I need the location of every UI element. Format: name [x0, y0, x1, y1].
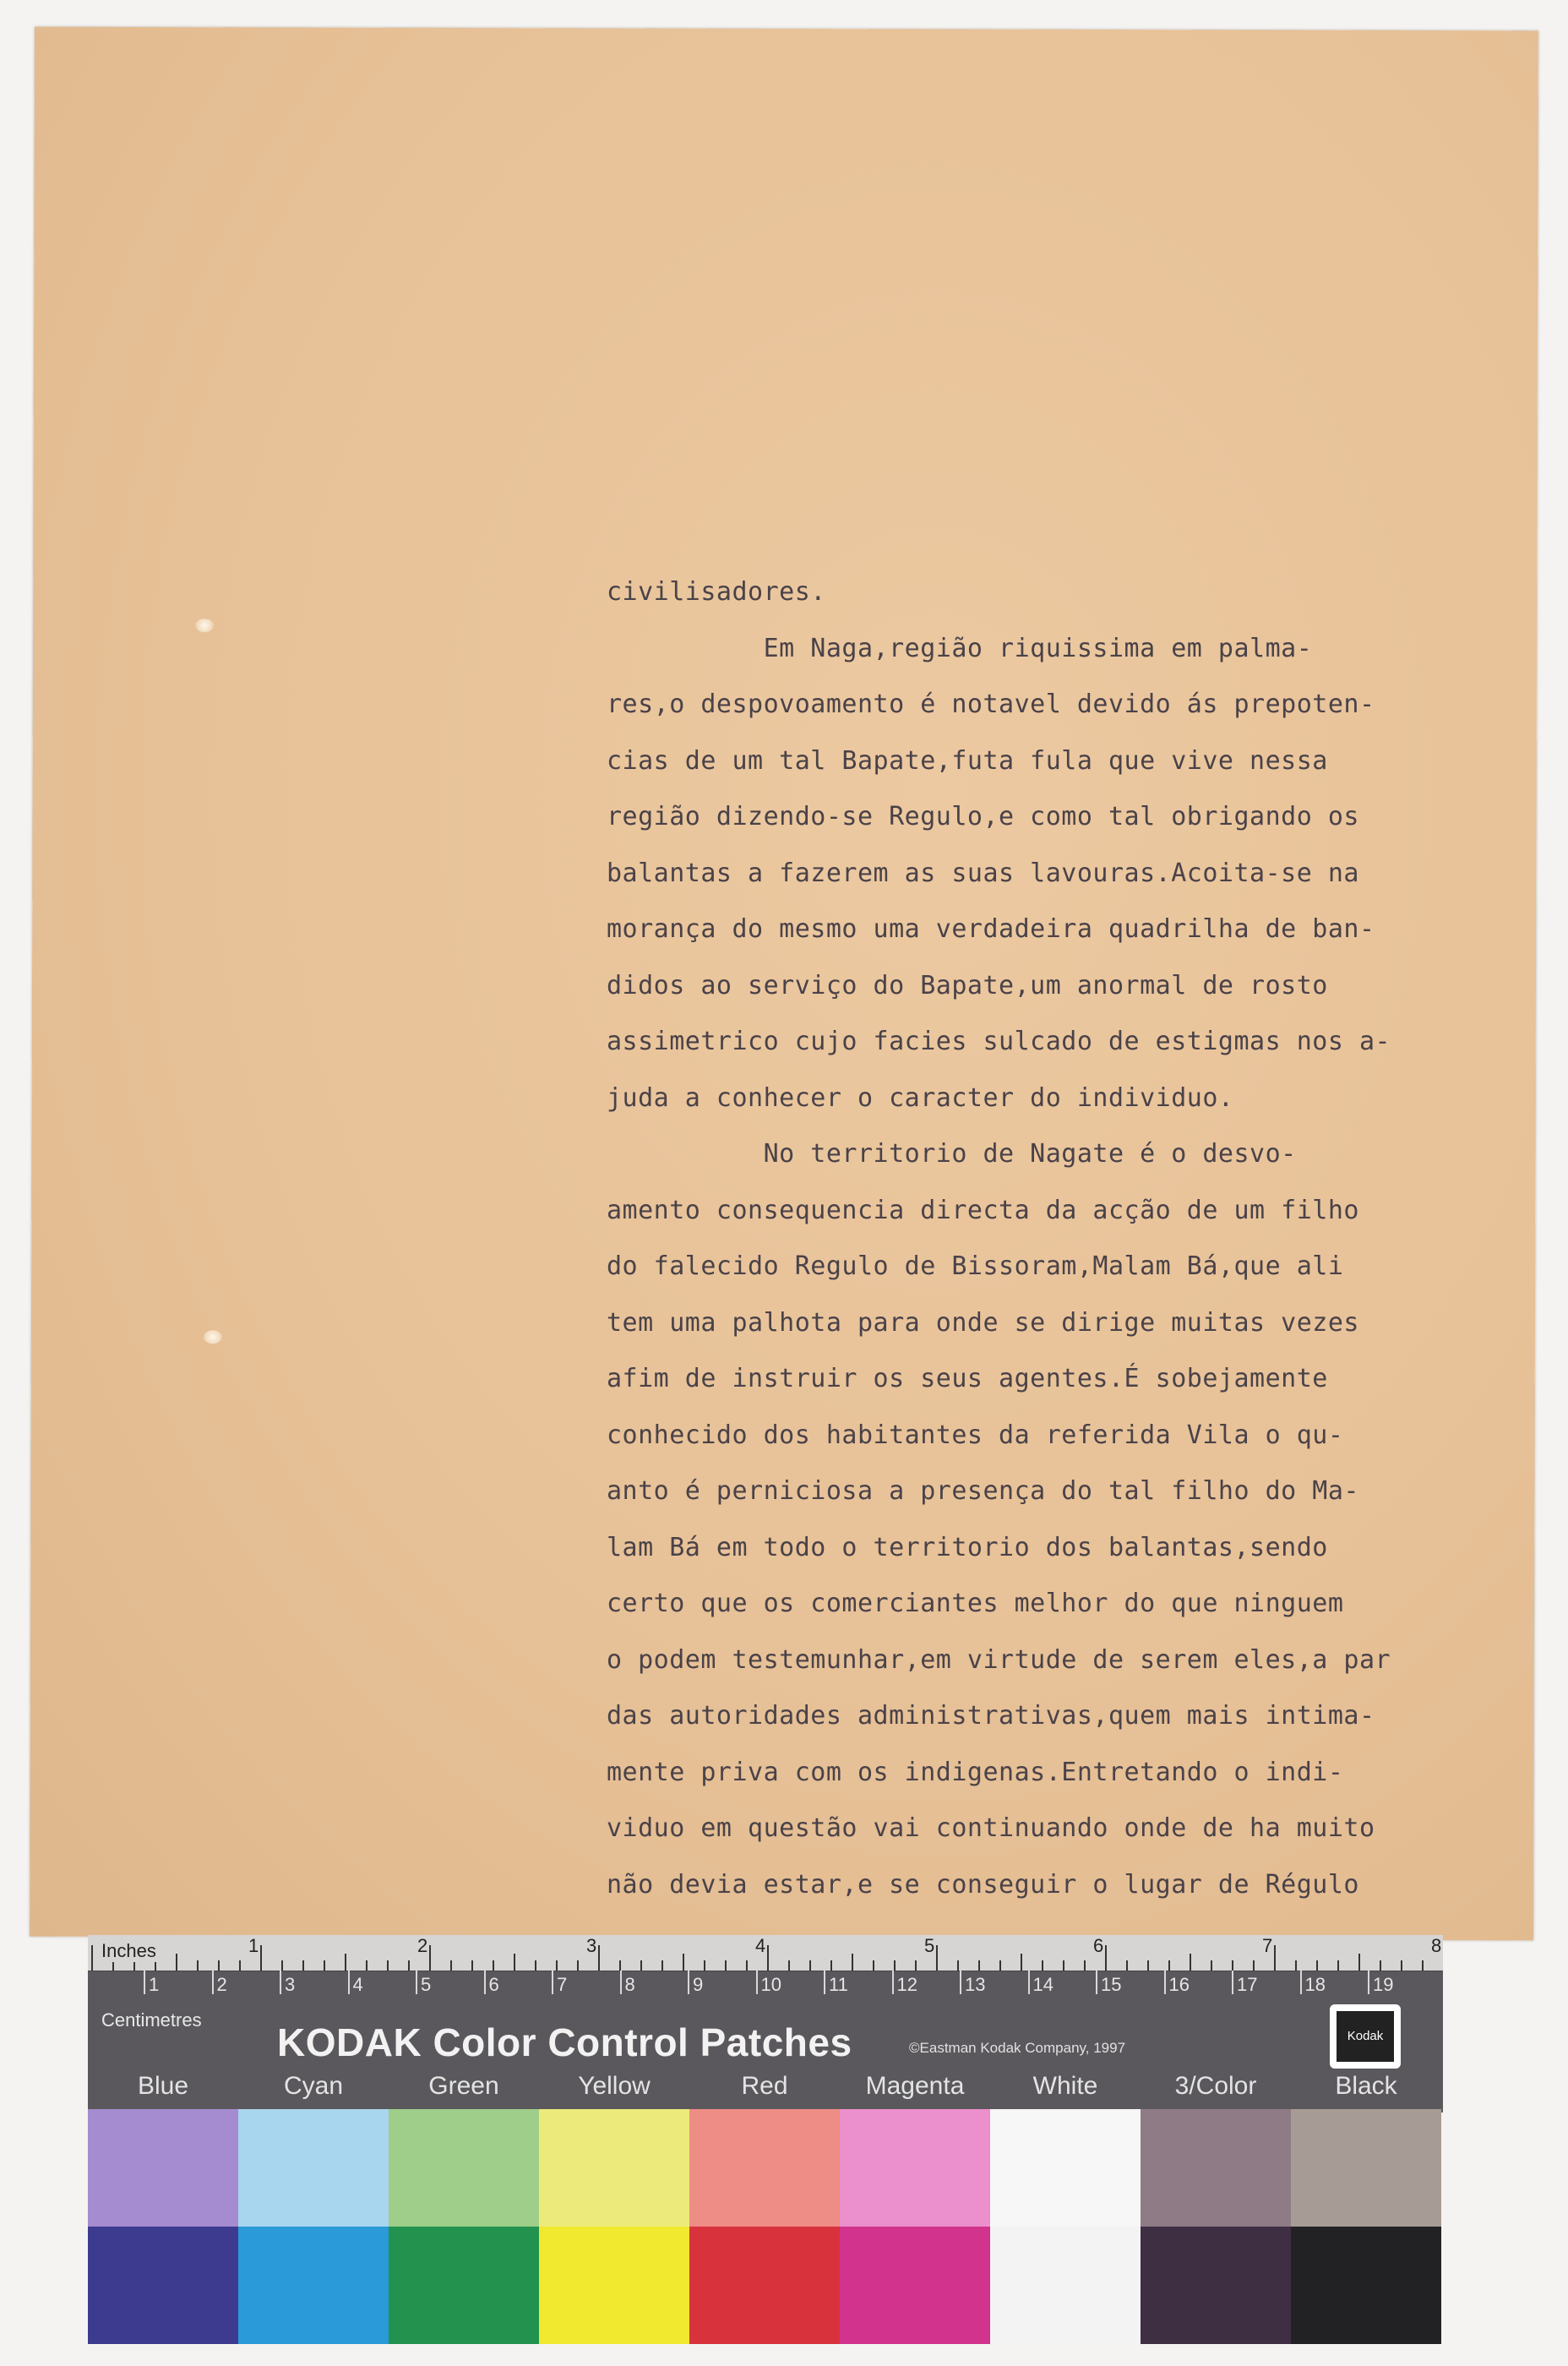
- text-line: civilisadores.: [607, 577, 826, 607]
- text-line: certo que os comerciantes melhor do que ninguem: [607, 1589, 1344, 1618]
- patch-label: 3/Color: [1174, 2072, 1257, 2100]
- inch-number: 2: [417, 1935, 428, 1956]
- cm-tick: [348, 1971, 350, 1994]
- ruler-tick: [830, 1960, 832, 1971]
- typewritten-text: [607, 564, 1485, 1913]
- ruler-tick: [1190, 1954, 1191, 1971]
- kodak-copyright: ©Eastman Kodak Company, 1997: [909, 2040, 1126, 2056]
- cm-number: 4: [352, 1974, 363, 1995]
- text-line: res,o despovoamento é notavel devido ás prepoten-: [607, 690, 1375, 719]
- color-patch: [689, 2109, 840, 2227]
- patch-labels: [88, 2072, 1443, 2106]
- ruler-tick: [577, 1960, 579, 1971]
- text-line: do falecido Regulo de Bissoram,Malam Bá,que ali: [607, 1251, 1344, 1281]
- ruler-tick: [788, 1960, 790, 1971]
- ruler-tick: [281, 1960, 283, 1971]
- ruler-tick: [957, 1960, 959, 1971]
- inch-number: 3: [586, 1935, 597, 1956]
- kodak-title: KODAK Color Control Patches: [277, 2020, 852, 2064]
- color-patch: [990, 2109, 1141, 2227]
- patch-label: Green: [428, 2072, 499, 2100]
- cm-tick: [620, 1971, 622, 1994]
- text-line: região dizendo-se Regulo,e como tal obrigando os: [607, 802, 1359, 831]
- ruler-tick: [704, 1960, 705, 1971]
- ruler-tick: [1126, 1960, 1128, 1971]
- text-line: Em Naga,região riquissima em palma-: [607, 633, 1313, 663]
- text-line: morança do mesmo uma verdadeira quadrilha de ban-: [607, 914, 1375, 944]
- ruler-tick: [1316, 1960, 1318, 1971]
- centimetres-label: Centimetres: [101, 2009, 202, 2031]
- color-patch: [1141, 2227, 1291, 2344]
- patch-label: Yellow: [578, 2072, 651, 2100]
- color-patch: [1291, 2227, 1441, 2344]
- inch-number: 8: [1431, 1935, 1442, 1956]
- cm-tick: [212, 1971, 214, 1994]
- ruler-tick: [1084, 1960, 1086, 1971]
- cm-number: 12: [896, 1974, 917, 1995]
- kodak-logo: [1330, 2004, 1401, 2069]
- ruler-tick: [1295, 1960, 1297, 1971]
- color-patch: [539, 2227, 689, 2344]
- cm-tick: [416, 1971, 417, 1994]
- centimetre-ruler: [88, 1971, 1443, 1999]
- patch-label: Red: [741, 2072, 788, 2100]
- ruler-tick: [915, 1960, 917, 1971]
- cm-number: 2: [216, 1974, 227, 1995]
- ruler-tick: [493, 1960, 494, 1971]
- ruler-tick: [1063, 1960, 1064, 1971]
- ruler-tick: [598, 1945, 600, 1971]
- ruler-tick: [1380, 1960, 1381, 1971]
- text-line: não devia estar,e se conseguir o lugar de Régulo: [607, 1869, 1359, 1900]
- inch-number: 1: [248, 1935, 259, 1956]
- inch-number: 7: [1262, 1935, 1273, 1956]
- ruler-tick: [683, 1954, 684, 1971]
- cm-number: 10: [760, 1974, 781, 1995]
- kodak-logo-text: Kodak: [1337, 2011, 1394, 2062]
- ruler-tick: [1105, 1945, 1107, 1971]
- color-patch: [238, 2227, 389, 2344]
- text-line: mente priva com os indigenas.Entretando o indi-: [607, 1757, 1344, 1787]
- color-patch: [88, 2109, 238, 2227]
- cm-tick: [280, 1971, 281, 1994]
- ruler-tick: [471, 1960, 473, 1971]
- ruler-tick: [366, 1960, 368, 1971]
- cm-number: 17: [1237, 1974, 1258, 1995]
- cm-tick: [1300, 1971, 1302, 1994]
- color-patch: [389, 2109, 539, 2227]
- color-patch: [238, 2109, 389, 2227]
- color-patch: [1141, 2109, 1291, 2227]
- cm-number: 8: [624, 1974, 635, 1995]
- ruler-tick: [387, 1960, 389, 1971]
- ruler-tick: [809, 1960, 811, 1971]
- ruler-tick: [852, 1954, 853, 1971]
- cm-tick: [1368, 1971, 1369, 1994]
- cm-number: 15: [1101, 1974, 1122, 1995]
- ruler-tick: [1042, 1960, 1043, 1971]
- inches-label: Inches: [101, 1940, 156, 1961]
- text-line: das autoridades administrativas,quem mais intima-: [607, 1701, 1375, 1731]
- cm-number: 9: [693, 1974, 704, 1995]
- text-line: anto é perniciosa a presença do tal filho do Ma-: [607, 1476, 1359, 1506]
- text-line: juda a conhecer o caracter do individuo.: [607, 1082, 1234, 1113]
- ruler-tick: [1253, 1960, 1255, 1971]
- cm-number: 1: [149, 1974, 160, 1995]
- color-patch: [88, 2227, 238, 2344]
- patch-label: Magenta: [865, 2072, 965, 2100]
- color-patch: [539, 2109, 689, 2227]
- cm-tick: [688, 1971, 689, 1994]
- text-line: o podem testemunhar,em virtude de serem eles,a par: [607, 1644, 1391, 1675]
- ruler-tick: [640, 1960, 642, 1971]
- ruler-tick: [725, 1960, 727, 1971]
- ruler-tick: [662, 1960, 663, 1971]
- text-line: assimetrico cujo facies sulcado de estigmas nos a-: [607, 1027, 1391, 1056]
- text-line: afim de instruir os seus agentes.É sobejamente: [607, 1364, 1328, 1393]
- ruler-tick: [535, 1960, 536, 1971]
- ruler-tick: [1422, 1960, 1424, 1971]
- text-line: conhecido dos habitantes da referida Vila o qu-: [607, 1420, 1344, 1450]
- ruler-tick: [978, 1960, 980, 1971]
- ruler-tick: [345, 1954, 346, 1971]
- cm-tick: [824, 1971, 825, 1994]
- color-patch: [840, 2109, 990, 2227]
- color-patch: [990, 2227, 1141, 2344]
- ruler-tick: [1337, 1960, 1339, 1971]
- cm-number: 14: [1032, 1974, 1054, 1995]
- cm-number: 5: [421, 1974, 432, 1995]
- cm-tick: [1096, 1971, 1097, 1994]
- inch-number: 4: [755, 1935, 766, 1956]
- patch-label: White: [1032, 2072, 1098, 2100]
- patch-label: Black: [1335, 2072, 1397, 2100]
- cm-tick: [1028, 1971, 1030, 1994]
- ruler-tick: [556, 1960, 558, 1971]
- ruler-tick: [429, 1945, 431, 1971]
- text-line: viduo em questão vai continuando onde de ha muito: [607, 1813, 1375, 1843]
- ruler-tick: [1211, 1960, 1212, 1971]
- ruler-band: [88, 1935, 1443, 2112]
- color-patch: [840, 2227, 990, 2344]
- color-patches: [88, 2109, 1443, 2344]
- cm-tick: [960, 1971, 961, 1994]
- ruler-tick: [767, 1945, 769, 1971]
- ruler-tick: [894, 1960, 896, 1971]
- inch-number: 5: [924, 1935, 935, 1956]
- ruler-tick: [999, 1960, 1001, 1971]
- cm-number: 13: [965, 1974, 986, 1995]
- color-patch: [689, 2227, 840, 2344]
- ruler-tick: [514, 1954, 515, 1971]
- cm-tick: [756, 1971, 758, 1994]
- cm-number: 7: [557, 1974, 568, 1995]
- ruler-tick: [176, 1954, 177, 1971]
- ruler-tick: [936, 1945, 938, 1971]
- ruler-tick: [408, 1960, 410, 1971]
- text-line: lam Bá em todo o territorio dos balantas,sendo: [607, 1532, 1328, 1562]
- ruler-tick: [302, 1960, 304, 1971]
- cm-tick: [1164, 1971, 1166, 1994]
- text-line: No territorio de Nagate é o desvo-: [607, 1139, 1297, 1169]
- patch-label: Blue: [137, 2072, 189, 2100]
- ruler-tick: [619, 1960, 621, 1971]
- cm-number: 11: [829, 1974, 848, 1995]
- ruler-tick: [324, 1960, 325, 1971]
- cm-number: 18: [1304, 1974, 1326, 1995]
- cm-number: 16: [1168, 1974, 1190, 1995]
- punch-hole-bottom: [204, 1330, 222, 1344]
- cm-number: 6: [488, 1974, 499, 1995]
- color-patch: [389, 2227, 539, 2344]
- cm-tick: [484, 1971, 486, 1994]
- ruler-tick: [1168, 1960, 1170, 1971]
- ruler-tick: [197, 1960, 199, 1971]
- text-line: tem uma palhota para onde se dirige muitas vezes: [607, 1307, 1359, 1338]
- ruler-tick: [218, 1960, 220, 1971]
- color-patch: [1291, 2109, 1441, 2227]
- text-line: didos ao serviço do Bapate,um anormal de rosto: [607, 970, 1328, 1000]
- punch-hole-top: [195, 619, 214, 632]
- cm-tick: [552, 1971, 553, 1994]
- ruler-tick: [239, 1960, 241, 1971]
- inch-number: 6: [1093, 1935, 1104, 1956]
- kodak-color-target: [88, 1935, 1443, 2344]
- cm-tick: [892, 1971, 894, 1994]
- ruler-tick: [1401, 1960, 1402, 1971]
- ruler-tick: [1147, 1960, 1149, 1971]
- ruler-tick: [450, 1960, 452, 1971]
- cm-number: 3: [285, 1974, 296, 1995]
- patch-label: Cyan: [283, 2072, 344, 2100]
- cm-tick: [144, 1971, 145, 1994]
- text-line: balantas a fazerem as suas lavouras.Acoita-se na: [607, 858, 1359, 888]
- ruler-tick: [260, 1945, 262, 1971]
- ruler-tick: [1274, 1945, 1276, 1971]
- ruler-tick: [746, 1960, 748, 1971]
- text-line: cias de um tal Bapate,futa fula que vive nessa: [607, 745, 1328, 776]
- ruler-tick: [1021, 1954, 1022, 1971]
- cm-number: 19: [1373, 1974, 1394, 1995]
- text-line: amento consequencia directa da acção de um filho: [607, 1195, 1359, 1225]
- cm-tick: [1232, 1971, 1233, 1994]
- inch-ruler: [88, 1935, 1443, 1971]
- ruler-tick: [1232, 1960, 1233, 1971]
- ruler-tick: [1358, 1954, 1360, 1971]
- ruler-tick: [91, 1945, 93, 1971]
- ruler-tick: [873, 1960, 874, 1971]
